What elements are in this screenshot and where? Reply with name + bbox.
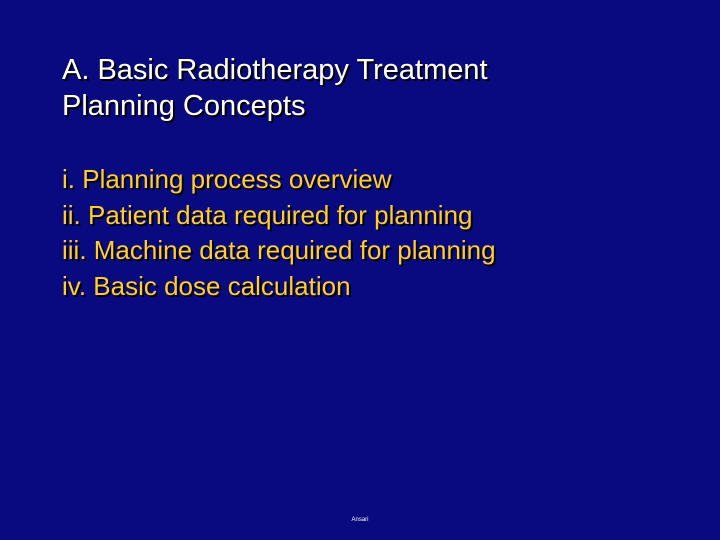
footer-author: Ansari — [351, 517, 369, 523]
bullet-list — [62, 162, 496, 304]
list-item-machine-data: iii. Machine data required for planning — [62, 235, 496, 265]
slide-title — [62, 52, 662, 124]
slide-title-line-2: Planning Concepts — [62, 90, 306, 122]
list-item-dose-calculation: iv. Basic dose calculation — [62, 270, 351, 301]
list-item-patient-data: ii. Patient data required for planning — [62, 199, 473, 230]
slide-title-line-1: A. Basic Radiotherapy Treatment — [62, 54, 488, 86]
list-item-planning-process: i. Planning process overview — [62, 164, 392, 194]
